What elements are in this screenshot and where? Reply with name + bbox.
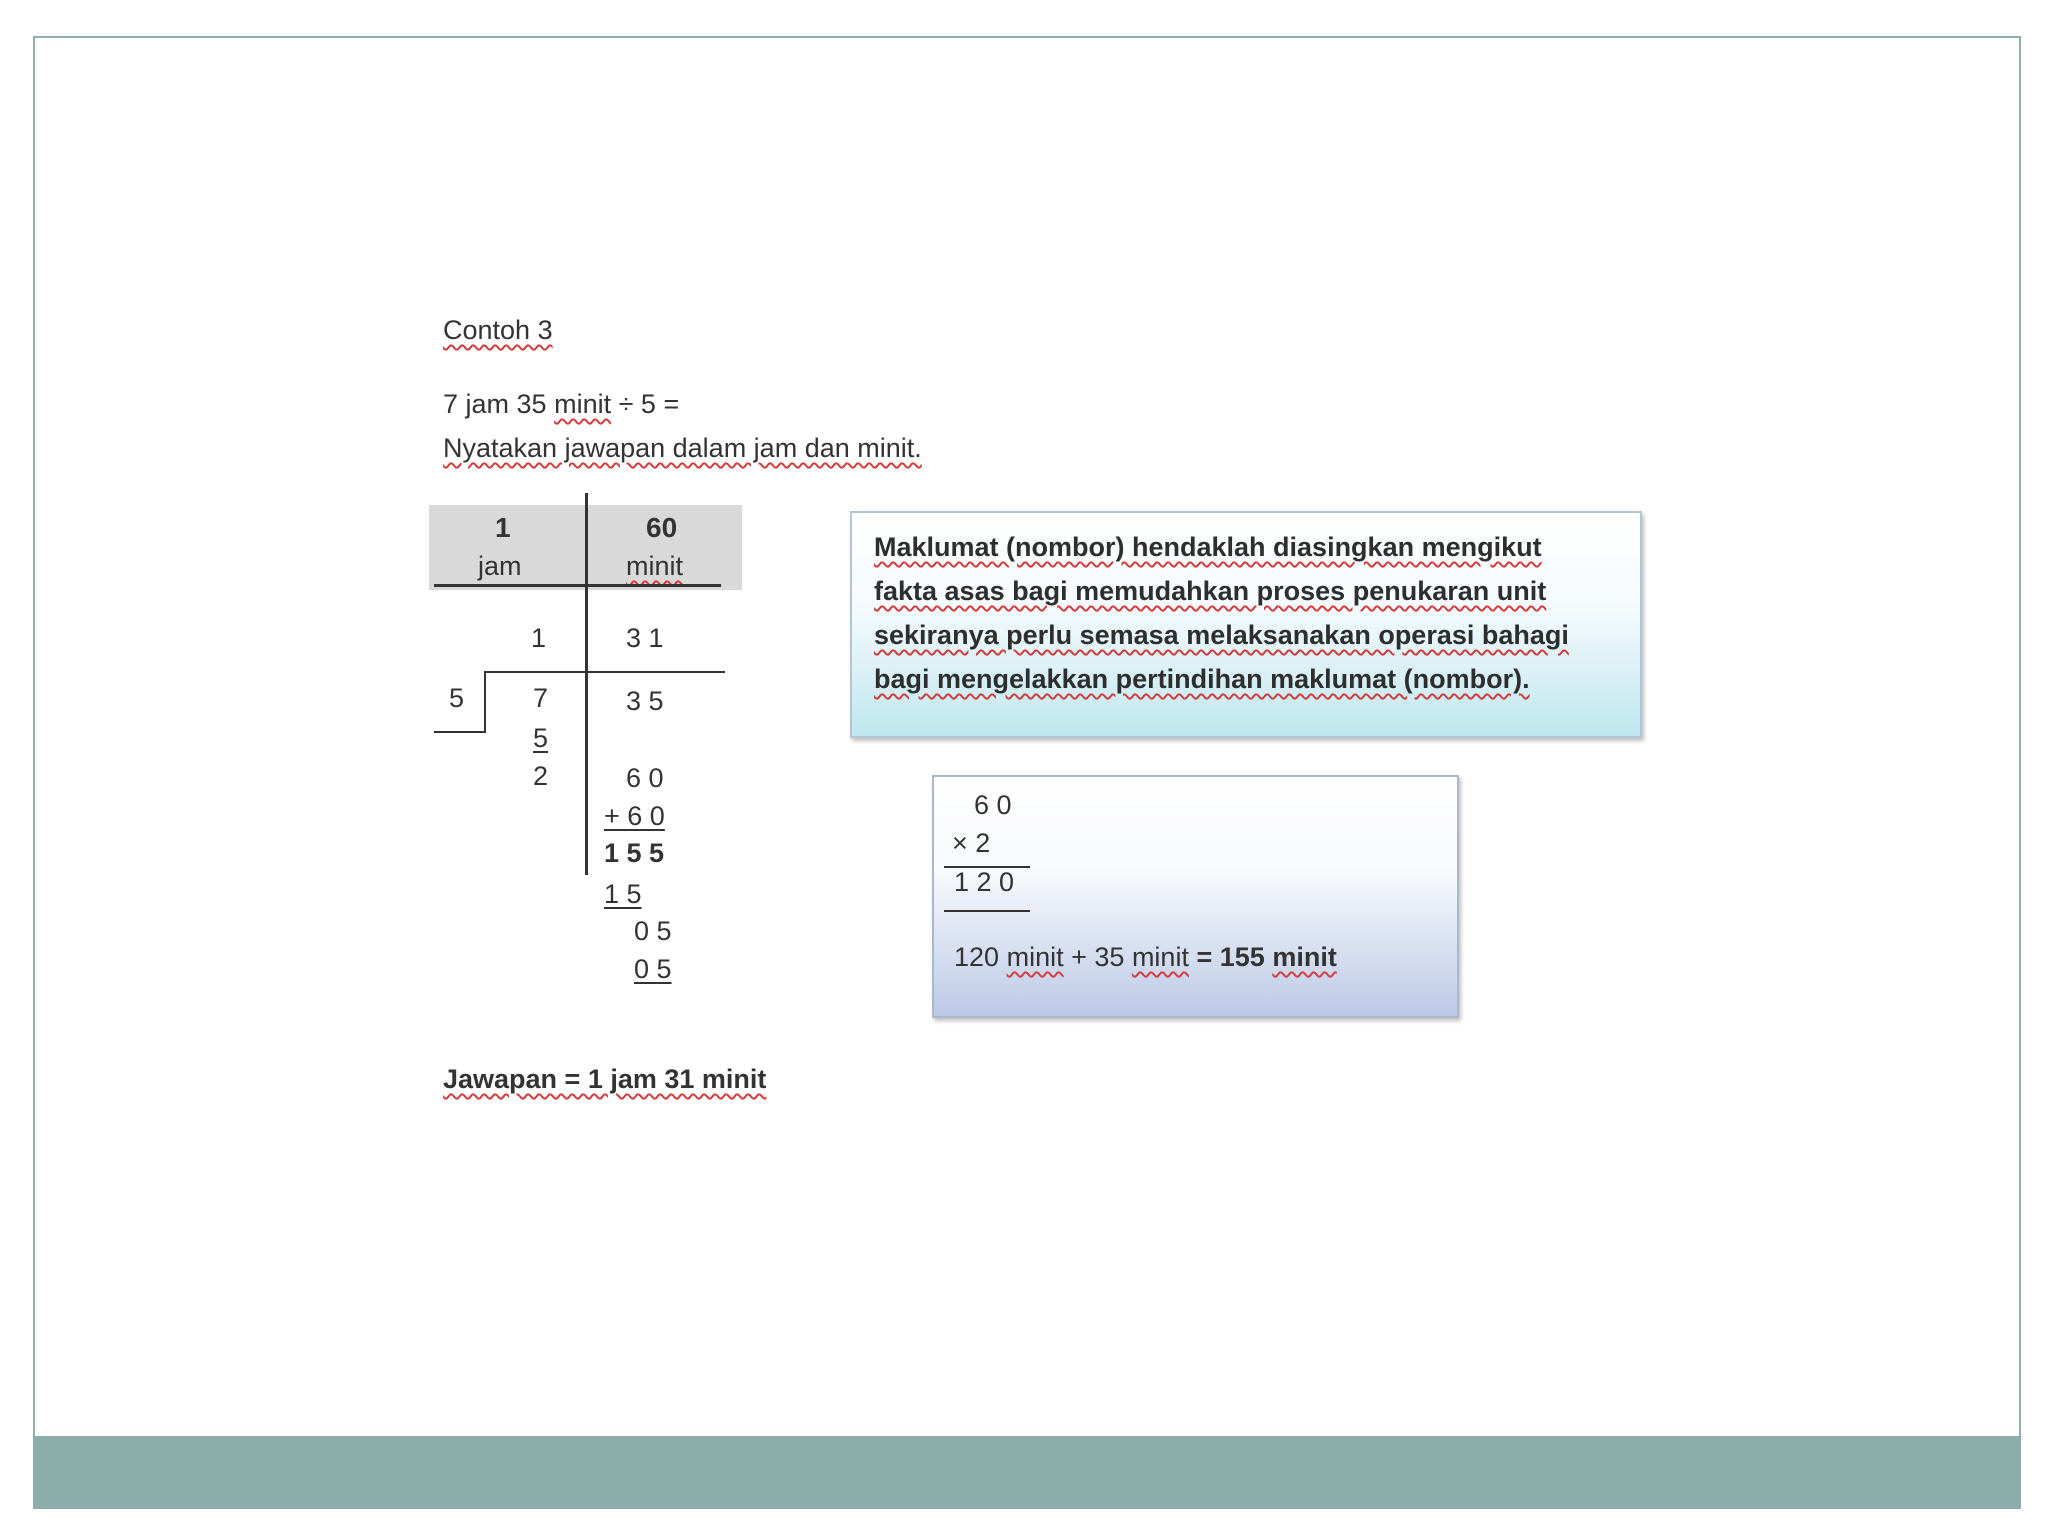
remainder-minit-1: 0 5 <box>634 916 672 946</box>
note-line-2: fakta asas bagi memudahkan proses penukaran unit <box>874 576 1547 606</box>
divisor: 5 <box>449 683 465 713</box>
example-title: Contoh 3 <box>443 315 553 345</box>
dividend-jam: 7 <box>533 683 549 713</box>
header-right-unit: minit <box>626 551 684 581</box>
header-underline <box>434 584 721 587</box>
summary-unit-a: minit <box>1006 942 1064 972</box>
note-box <box>850 511 1642 738</box>
remainder-jam: 2 <box>533 761 549 791</box>
subtract-minit-2: 0 5 <box>634 954 672 984</box>
final-answer: Jawapan = 1 jam 31 minit <box>443 1064 767 1094</box>
division-bar <box>484 671 725 673</box>
division-bracket-foot <box>434 731 486 733</box>
calc-box <box>932 775 1459 1018</box>
subtract-jam: 5 <box>533 723 549 753</box>
header-left-value: 1 <box>495 512 511 543</box>
calc-summary <box>954 941 1337 973</box>
converted-minit: 6 0 <box>626 763 664 793</box>
question-instruction: Nyatakan jawapan dalam jam dan minit. <box>443 433 922 463</box>
footer-band <box>33 1436 2021 1509</box>
slide <box>33 36 2021 1509</box>
calc-line-2 <box>944 910 1030 912</box>
quotient-jam: 1 <box>531 623 547 653</box>
dividend-minit: 3 5 <box>626 686 664 716</box>
subtract-minit-1: 1 5 <box>604 879 642 909</box>
calc-operand: 6 0 <box>974 790 1012 820</box>
added-minit: + 6 0 <box>604 801 665 831</box>
note-line-4: bagi mengelakkan pertindihan maklumat (nombor). <box>874 664 1530 694</box>
quotient-minit: 3 1 <box>626 623 664 653</box>
summary-unit-c: minit <box>1272 942 1337 972</box>
note-line-1: Maklumat (nombor) hendaklah diasingkan mengikut <box>874 532 1542 562</box>
division-bracket <box>484 671 486 733</box>
summary-c: = 155 <box>1196 942 1265 972</box>
note-line-3: sekiranya perlu semasa melaksanakan operasi bahagi <box>874 620 1569 650</box>
summary-unit-b: minit <box>1131 942 1189 972</box>
question-expression <box>443 388 679 420</box>
header-right-value: 60 <box>646 512 678 543</box>
column-divider <box>585 493 588 875</box>
expression-unit: minit <box>554 389 612 419</box>
calc-multiplier: × 2 <box>952 828 991 858</box>
summary-b: + 35 <box>1071 942 1125 972</box>
expression-suffix: ÷ 5 = <box>618 389 680 419</box>
summary-a: 120 <box>954 942 1000 972</box>
header-left-unit: jam <box>478 551 522 581</box>
expression-prefix: 7 jam 35 <box>443 389 547 419</box>
total-minit: 1 5 5 <box>604 838 665 868</box>
calc-product: 1 2 0 <box>954 867 1015 897</box>
